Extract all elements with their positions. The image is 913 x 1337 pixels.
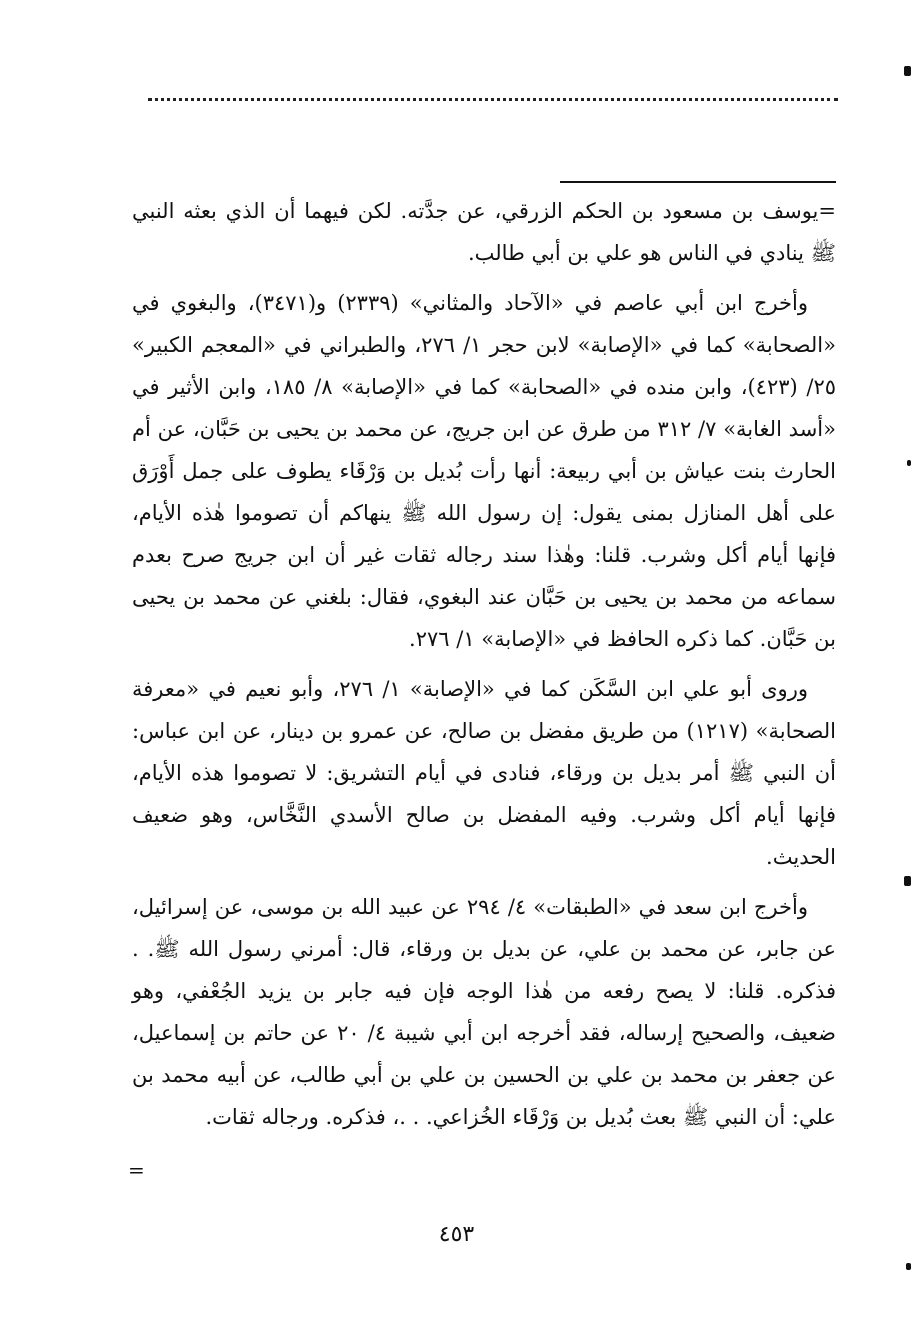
footnote-separator-rule <box>560 181 836 183</box>
dotted-separator <box>148 98 838 101</box>
page-number: ٤٥٣ <box>438 1222 475 1247</box>
page-edge-mark <box>906 1263 911 1270</box>
footnote-paragraph-1: =يوسف بن مسعود بن الحكم الزرقي، عن جدَّته. لكن فيهما أن الذي بعثه النبي ﷺ ينادي في الناس هو علي بن أبي طالب. <box>132 199 836 265</box>
continuation-mark: = <box>128 1158 145 1182</box>
page-edge-mark <box>907 460 911 466</box>
footnote-paragraph-4: وأخرج ابن سعد في «الطبقات» ٤/ ٢٩٤ عن عبيد الله بن موسى، عن إسرائيل، عن جابر، عن محمد بن علي، عن بديل بن ورقاء، قال: أمرني رسول الله ﷺ. . فذكره. قلنا: لا يصح رفعه من هٰذا الوجه فإن فيه جابر بن يزيد الجُعْفي، وهو ضعيف، والصحيح إرساله، فقد أخرجه ابن أبي شيبة ٤/ ٢٠ عن حاتم بن إسماعيل، عن جعفر بن محمد بن علي بن الحسين بن علي بن أبي طالب، عن أبيه محمد بن علي: أن النبي ﷺ بعث بُديل بن وَرْقَاء الخُزاعي. . .، فذكره. ورجاله ثقات. <box>132 895 836 1129</box>
page-edge-mark <box>904 876 911 886</box>
footnote-paragraph-2: وأخرج ابن أبي عاصم في «الآحاد والمثاني» (٢٣٣٩) و(٣٤٧١)، والبغوي في «الصحابة» كما في «الإصابة» لابن حجر ١/ ٢٧٦، والطبراني في «المعجم الكبير» ٢٥/ (٤٢٣)، وابن منده في «الصحابة» كما في «الإصابة» ٨/ ١٨٥، وابن الأثير في «أسد الغابة» ٧/ ٣١٢ من طرق عن ابن جريج، عن محمد بن يحيى بن حَبَّان، عن أم الحارث بنت عياش بن أبي ربيعة: أنها رأت بُديل بن وَرْقَاء يطوف على جمل أَوْرَق على أهل المنازل بمنى يقول: إن رسول الله ﷺ ينهاكم أن تصوموا هٰذه الأيام، فإنها أيام أكل وشرب. قلنا: وهٰذا سند رجاله ثقات غير أن ابن جريج صرح بعدم سماعه من محمد بن يحيى بن حَبَّان عند البغوي، فقال: بلغني عن محمد بن يحيى بن حَبَّان. كما ذكره الحافظ في «الإصابة» ١/ ٢٧٦. <box>132 291 836 651</box>
page-edge-mark <box>904 66 911 76</box>
footnote-paragraph-3: وروى أبو علي ابن السَّكَن كما في «الإصابة» ١/ ٢٧٦، وأبو نعيم في «معرفة الصحابة» (١٢١٧) من طريق مفضل بن صالح، عن عمرو بن دينار، عن ابن عباس: أن النبي ﷺ أمر بديل بن ورقاء، فنادى في أيام التشريق: لا تصوموا هذه الأيام، فإنها أيام أكل وشرب. وفيه المفضل بن صالح الأسدي النَّخَّاس، وهو ضعيف الحديث. <box>132 677 836 869</box>
footnotes-block <box>132 190 836 1138</box>
